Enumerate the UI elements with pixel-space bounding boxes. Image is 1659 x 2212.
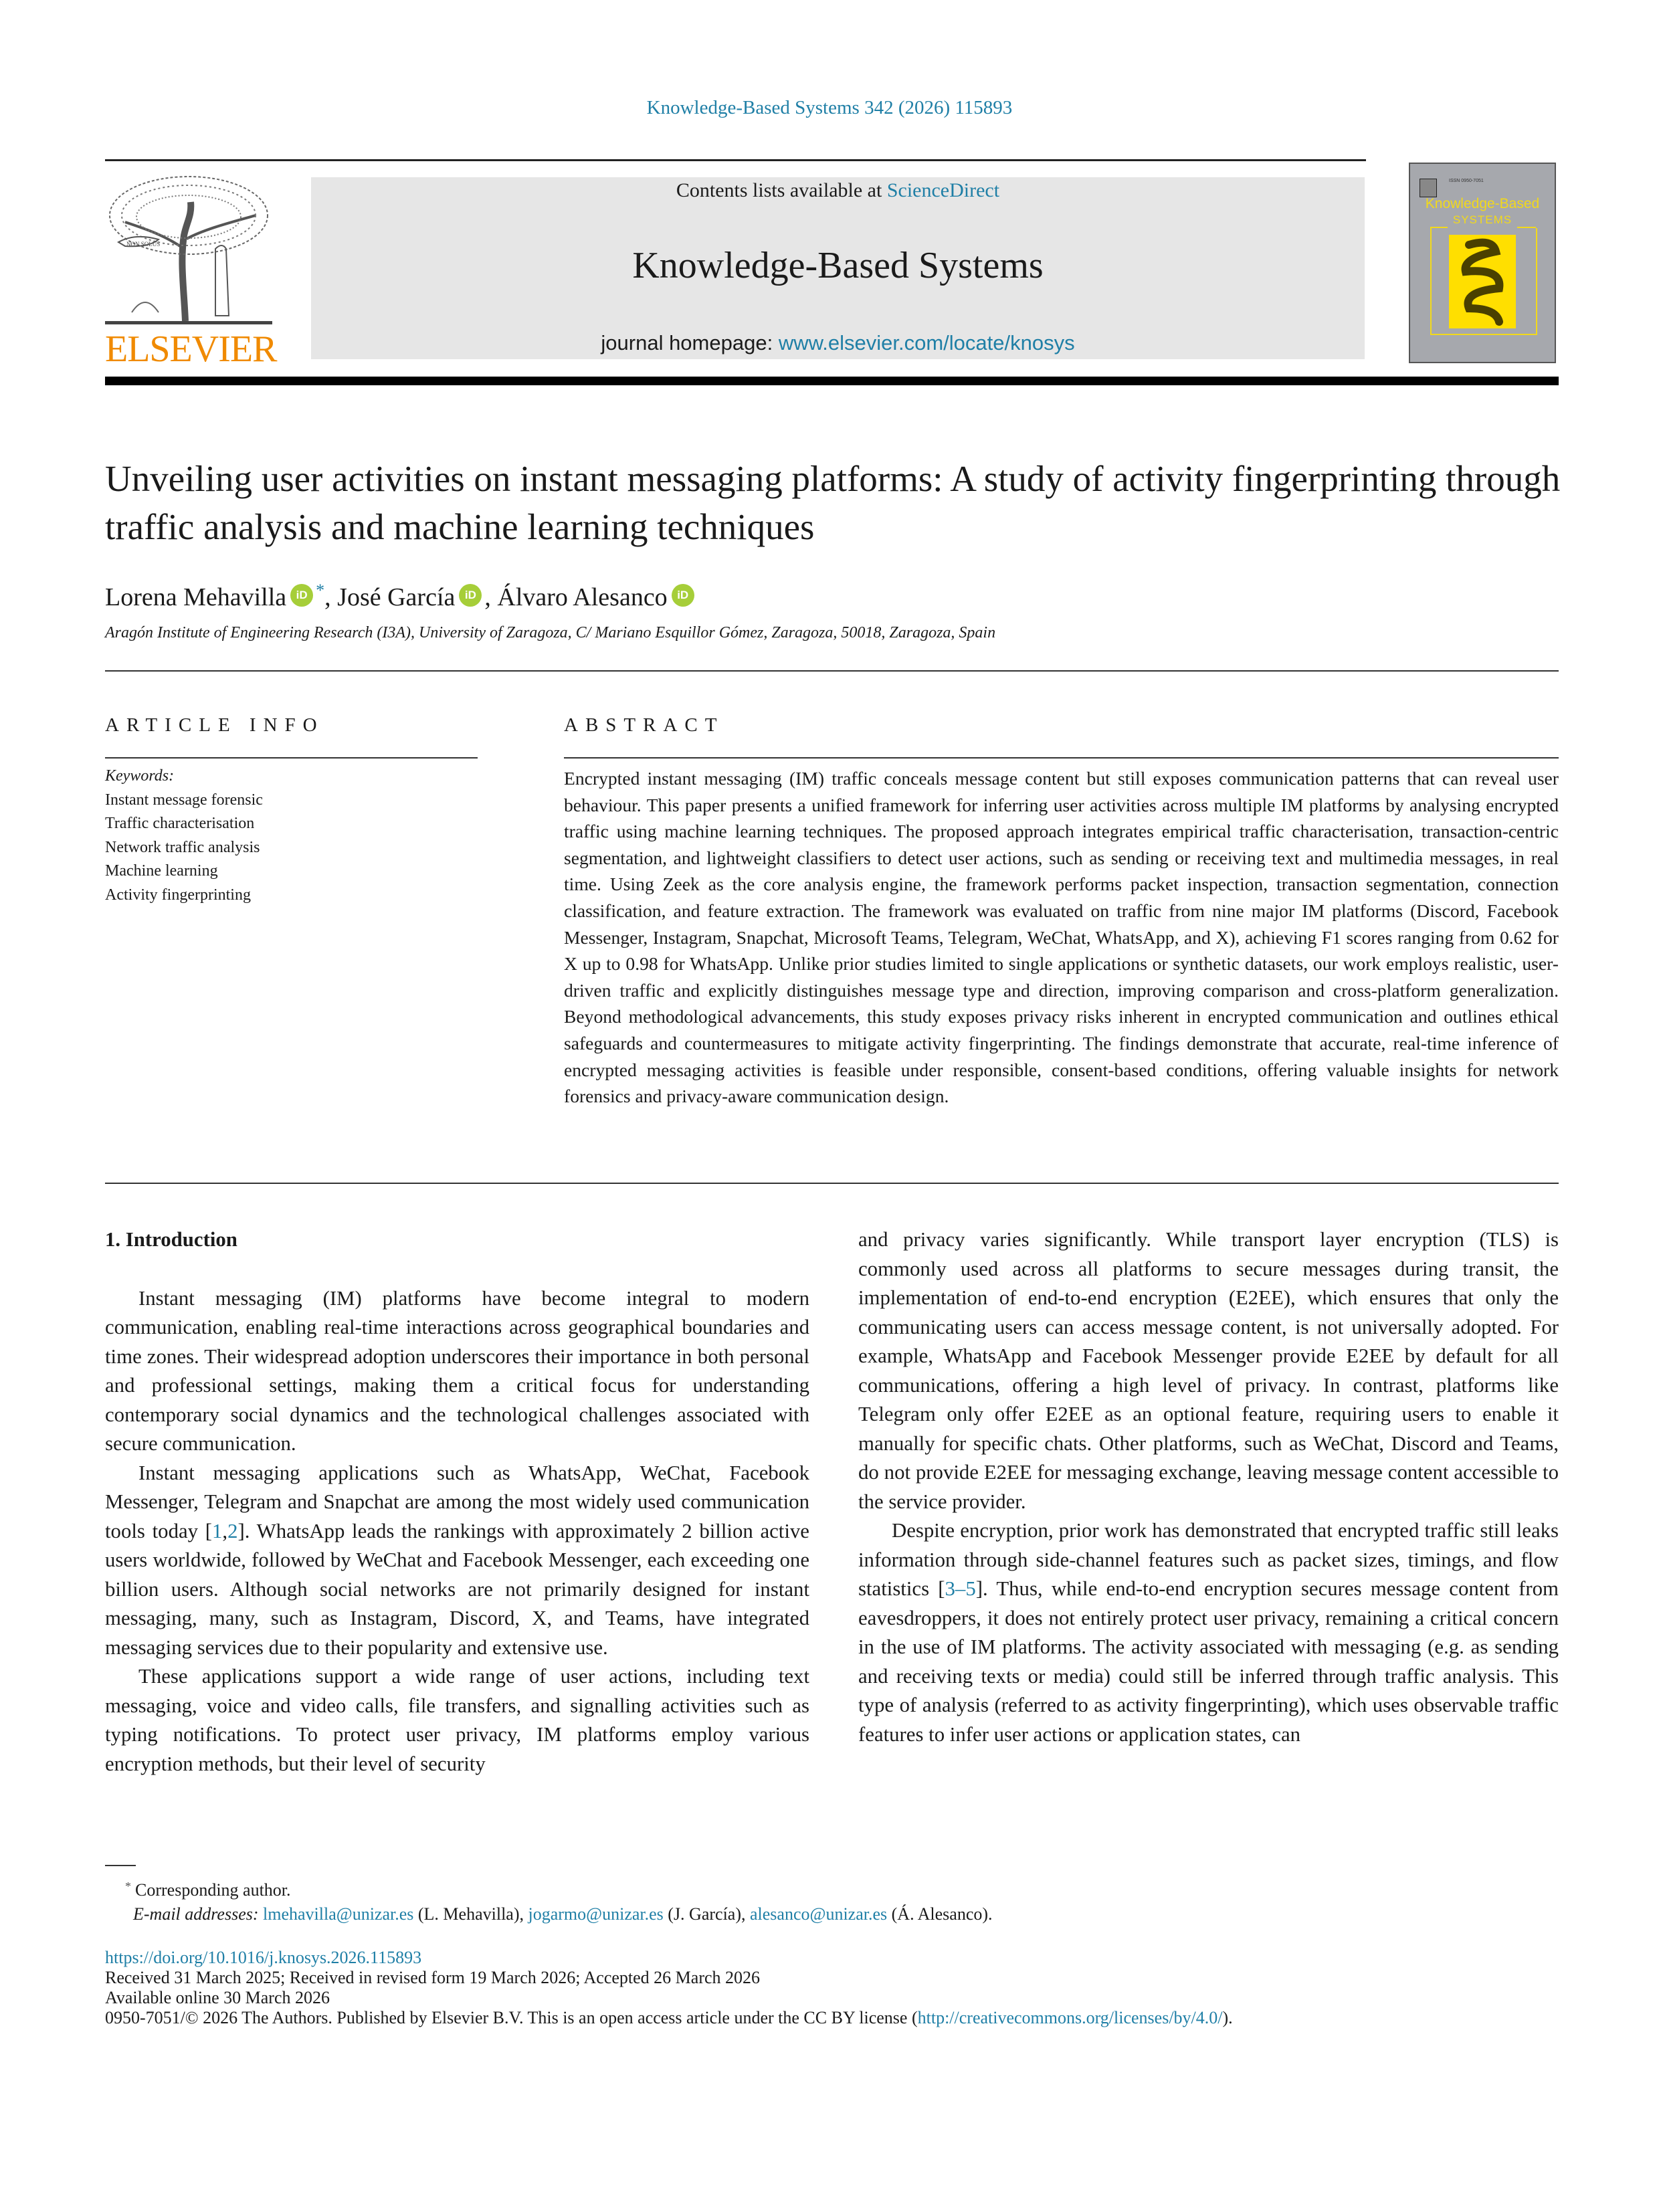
paragraph: Instant messaging (IM) platforms have become integral to modern communication, enabling real-time interactions across geographical boundaries and time zones. Their widespread adoption underscores their importance in both personal and professional settings, making them a critical focus for understanding contemporary social dynamics and the technological challenges associated with secure communication. (105, 1286, 809, 1455)
author-separator: , (324, 583, 338, 611)
abstract-heading: ABSTRACT (564, 714, 724, 736)
license-line (105, 2008, 1233, 2028)
license-text: 0950-7051/© 2026 The Authors. Published by Elsevier B.V. This is an open access article under the CC BY license ( (105, 2008, 918, 2027)
paragraph (105, 1459, 809, 1663)
available-online: Available online 30 March 2026 (105, 1988, 330, 2007)
author-separator: , (484, 583, 498, 611)
keywords-list (105, 765, 263, 907)
orcid-icon[interactable]: iD (290, 584, 313, 607)
article-title: Unveiling user activities on instant messaging platforms: A study of activity fingerprinting through traffic analysis and machine learning techniques (105, 458, 1561, 547)
cover-issn: ISSN 0950-7051 (1449, 179, 1484, 183)
escher-spiral-image (1449, 235, 1516, 328)
author-name[interactable]: José García (337, 583, 456, 611)
corresponding-author-marker[interactable]: * (316, 581, 325, 600)
citation-link[interactable]: 1 (212, 1519, 223, 1542)
citation-link[interactable]: 3–5 (945, 1577, 976, 1600)
email-owner: (J. García), (663, 1904, 750, 1924)
paragraph-text: Instant messaging applications such as WhatsApp, WeChat, Facebook Messenger, Telegram and Snapchat are among the most widely used communication tools today [ (105, 1461, 809, 1542)
keyword-item: Activity fingerprinting (105, 886, 251, 904)
doi-link[interactable]: https://doi.org/10.1016/j.knosys.2026.115893 (105, 1948, 422, 1967)
article-info-heading: ARTICLE INFO (105, 714, 324, 736)
abstract-rule (564, 757, 1559, 759)
homepage-prefix: journal homepage: (601, 331, 779, 355)
contents-prefix: Contents lists available at (676, 179, 887, 201)
footnotes (105, 1874, 993, 1926)
publication-info (105, 1948, 1233, 2028)
footnote-text: Corresponding author. (135, 1880, 291, 1900)
footnote-marker: * (125, 1880, 131, 1893)
email-label: E-mail addresses: (133, 1904, 259, 1924)
paragraph (858, 1516, 1559, 1749)
license-link[interactable]: http://creativecommons.org/licenses/by/4.0/ (917, 2008, 1223, 2027)
spiral-art-icon (1449, 235, 1516, 328)
cover-subtitle: SYSTEMS (1452, 213, 1512, 226)
body-column-right (858, 1225, 1559, 1749)
paragraph-text: Despite encryption, prior work has demonstrated that encrypted traffic still leaks information through side-channel features such as packet sizes, timings, and flow statistics [ (858, 1519, 1559, 1600)
corresponding-footnote (105, 1874, 993, 1902)
homepage-line (311, 331, 1365, 355)
email-owner: (Á. Alesanco). (887, 1904, 993, 1924)
sciencedirect-link[interactable]: ScienceDirect (886, 179, 1000, 201)
author-list (105, 574, 697, 614)
orcid-icon[interactable]: iD (672, 584, 694, 607)
elsevier-wordmark: ELSEVIER (105, 328, 277, 370)
orcid-icon[interactable]: iD (459, 584, 482, 607)
tree-engraving-icon (105, 175, 272, 326)
email-footnote (105, 1902, 993, 1926)
keyword-item: Network traffic analysis (105, 838, 260, 856)
keyword-item: Traffic characterisation (105, 815, 255, 832)
keywords-heading: Keywords: (105, 767, 175, 785)
footnote-rule (105, 1865, 136, 1866)
header-rule (105, 159, 1366, 161)
header-thick-divider (105, 377, 1559, 385)
paragraph-text: , (222, 1519, 228, 1542)
license-text: ). (1222, 2008, 1233, 2027)
email-link[interactable]: alesanco@unizar.es (750, 1904, 888, 1924)
paragraph: These applications support a wide range of user actions, including text messaging, voice and video calls, file transfers, and signalling activities such as typing notifications. To protect user privacy, IM platforms employ various encryption methods, but their level of security (105, 1665, 809, 1775)
cover-title: Knowledge-Based (1425, 196, 1540, 211)
paragraph-text: ]. WhatsApp leads the rankings with approximately 2 billion active users worldwide, followed by WeChat and Facebook Messenger, each exceeding one billion users. Although social networks are not primarily designed for instant messaging, many, such as Instagram, Discord, X, and Teams, have integrated messaging services due to their popularity and extensive use. (105, 1519, 809, 1659)
contents-line (311, 177, 1365, 204)
section-heading-introduction: 1. Introduction (105, 1228, 237, 1251)
section-divider (105, 1183, 1559, 1184)
keyword-item: Instant message forensic (105, 791, 263, 809)
affiliation: Aragón Institute of Engineering Research (I3A), University of Zaragoza, C/ Mariano Esquillor Gómez, Zaragoza, 50018, Zaragoza, Spain (105, 624, 996, 641)
paragraph: and privacy varies significantly. While transport layer encryption (TLS) is commonly used across all platforms to secure messages during transit, the implementation of end-to-end encryption (E2EE), which ensures that only the communicating users can access message content, is not universally adopted. For example, WhatsApp and Facebook Messenger provide E2EE by default for all communications, offering a high level of privacy. In contrast, platforms like Telegram only offer E2EE as an optional feature, requiring users to enable it manually for specific chats. Other platforms, such as WeChat, Discord and Teams, do not provide E2EE for messaging exchange, leaving message content accessible to the service provider. (858, 1228, 1559, 1513)
email-link[interactable]: lmehavilla@unizar.es (263, 1904, 414, 1924)
elsevier-logo[interactable] (105, 175, 277, 370)
section-divider (105, 670, 1559, 672)
journal-banner (311, 177, 1365, 359)
citation-link[interactable]: 2 (227, 1519, 238, 1542)
journal-title: Knowledge-Based Systems (632, 245, 1044, 286)
body-column-left (105, 1225, 809, 1779)
received-dates: Received 31 March 2025; Received in revised form 19 March 2026; Accepted 26 March 2026 (105, 1968, 761, 1987)
homepage-link[interactable]: www.elsevier.com/locate/knosys (778, 331, 1075, 355)
paragraph-text: ]. Thus, while end-to-end encryption secures message content from eavesdroppers, it does not entirely protect user privacy, remaining a critical concern in the use of IM platforms. The activity associated with messaging (e.g. as sending and receiving texts or media) could still be inferred through traffic analysis. This type of analysis (referred to as activity fingerprinting), which uses observable traffic features to infer user actions or application states, can (858, 1577, 1559, 1746)
mini-elsevier-icon (1420, 179, 1437, 197)
article-info-rule (105, 757, 478, 759)
email-link[interactable]: jogarmo@unizar.es (528, 1904, 664, 1924)
journal-reference[interactable]: Knowledge-Based Systems 342 (2026) 115893 (646, 97, 1013, 118)
author-name[interactable]: Álvaro Alesanco (497, 583, 668, 611)
keyword-item: Machine learning (105, 862, 218, 880)
journal-cover-thumbnail[interactable] (1409, 163, 1556, 363)
author-name[interactable]: Lorena Mehavilla (105, 583, 287, 611)
svg-text:NON SOLUS: NON SOLUS (126, 241, 161, 247)
abstract-text: Encrypted instant messaging (IM) traffic conceals message content but still exposes communication patterns that can reveal user behaviour. This paper presents a unified framework for inferring user activities across multiple IM platforms by analysing encrypted traffic using machine learning techniques. The proposed approach integrates empirical traffic characterisation, transaction-centric segmentation, and lightweight classifiers to detect user actions, such as sending or receiving text and multimedia messages, in real time. Using Zeek as the core analysis engine, the framework performs packet inspection, transaction segmentation, connection classification, and feature extraction. The framework was evaluated on traffic from nine major IM platforms (Discord, Facebook Messenger, Instagram, Snapchat, Microsoft Teams, Telegram, WeChat, WhatsApp, and X), achieving F1 scores ranging from 0.62 for X up to 0.98 for WhatsApp. Unlike prior studies limited to single applications or synthetic datasets, our work employs realistic, user-driven traffic and explicitly distinguishes message type and direction, improving comparison and cross-platform generalization. Beyond methodological advancements, this study exposes privacy risks inherent in encrypted communication and outlines ethical safeguards and countermeasures to mitigate activity fingerprinting. The findings demonstrate that accurate, real-time inference of encrypted messaging activities is feasible under responsible, consent-based conditions, offering valuable insights for network forensics and privacy-aware communication design. (564, 768, 1559, 1107)
email-owner: (L. Mehavilla), (413, 1904, 528, 1924)
